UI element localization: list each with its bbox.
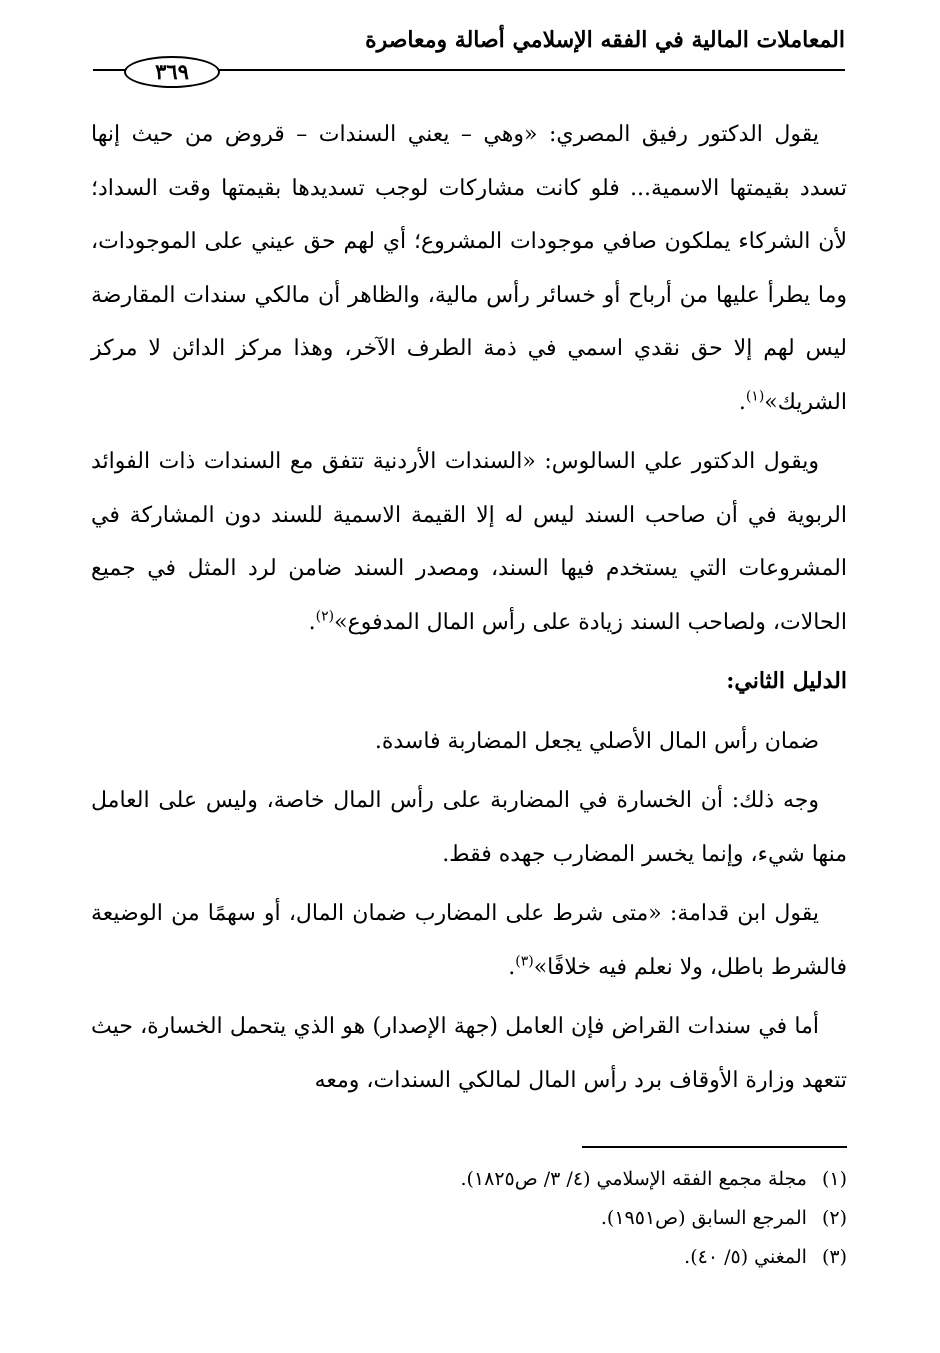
page-number: ٣٦٩ bbox=[124, 56, 220, 88]
footnote-ref: (١) bbox=[745, 388, 765, 405]
paragraph-end: . bbox=[738, 389, 746, 415]
footnote-text: مجلة مجمع الفقه الإسلامي (٤/ ٣/ ص١٨٢٥). bbox=[460, 1168, 807, 1190]
paragraph bbox=[91, 887, 847, 994]
footnote bbox=[91, 1238, 847, 1277]
paragraph-text: ضمان رأس المال الأصلي يجعل المضاربة فاسدة. bbox=[374, 728, 819, 754]
paragraph-text: يقول الدكتور رفيق المصري: «وهي – يعني السندات – قروض من حيث إنها تسدد بقيمتها الاسمية... فلو كانت مشاركات لوجب تسديدها بقيمتها وقت السداد؛ لأن الشركاء يملكون صافي موجودات المشروع؛ أي لهم حق عيني على الموجودات، وما يطرأ عليها من أرباح أو خسائر رأس مالية، والظاهر أن مالكي سندات المقارضة ليس لهم إلا حق نقدي اسمي في ذمة الطرف الآخر، وهذا مركز الدائن لا مركز الشريك» bbox=[91, 122, 847, 415]
footnote-ref: (٣) bbox=[515, 953, 534, 970]
paragraph-text: وجه ذلك: أن الخسارة في المضاربة على رأس المال خاصة، وليس على العامل منها شيء، وإنما يخسر المضارب جهده فقط. bbox=[91, 788, 847, 867]
paragraph-text: ويقول الدكتور علي السالوس: «السندات الأردنية تتفق مع السندات ذات الفوائد الربوية في أن صاحب السند ليس له إلا القيمة الاسمية للسند دون المشاركة في المشروعات التي يستخدم فيها السند، ومصدر السند ضامن لرد المثل في جميع الحالات، ولصاحب السند زيادة على رأس المال المدفوع» bbox=[91, 449, 847, 635]
footnote-number: (١) bbox=[821, 1168, 847, 1190]
paragraph-end: . bbox=[508, 954, 516, 980]
paragraph bbox=[91, 774, 847, 881]
footnote-rule bbox=[582, 1146, 847, 1148]
running-title: المعاملات المالية في الفقه الإسلامي أصالة ومعاصرة bbox=[365, 27, 845, 53]
footnote-text: المرجع السابق (ص١٩٥١). bbox=[600, 1207, 807, 1229]
paragraph bbox=[91, 435, 847, 649]
paragraph-end: . bbox=[308, 609, 316, 635]
paragraph-text: أما في سندات القراض فإن العامل (جهة الإصدار) هو الذي يتحمل الخسارة، حيث تتعهد وزارة الأوقاف برد رأس المال لمالكي السندات، ومعه bbox=[91, 1014, 847, 1093]
footnote bbox=[91, 1160, 847, 1199]
footnote-number: (٢) bbox=[821, 1207, 847, 1229]
body-text bbox=[91, 108, 847, 1113]
paragraph-text: يقول ابن قدامة: «متى شرط على المضارب ضمان المال، أو سهمًا من الوضيعة فالشرط باطل، ولا نعلم فيه خلافًا» bbox=[91, 901, 847, 980]
footnote bbox=[91, 1199, 847, 1238]
section-heading: الدليل الثاني: bbox=[726, 668, 847, 694]
paragraph bbox=[91, 108, 847, 429]
paragraph bbox=[91, 715, 847, 769]
footnotes bbox=[91, 1160, 847, 1277]
footnote-ref: (٢) bbox=[315, 608, 335, 625]
footnote-text: المغني (٥/ ٤٠). bbox=[684, 1246, 807, 1268]
footnote-number: (٣) bbox=[821, 1246, 847, 1268]
paragraph bbox=[91, 1000, 847, 1107]
